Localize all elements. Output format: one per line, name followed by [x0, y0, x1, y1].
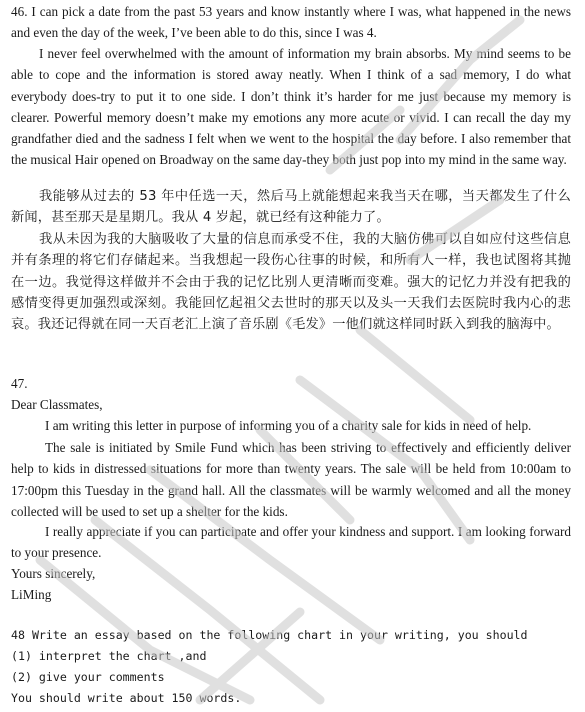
q46-chinese-paragraph-1: 我能够从过去的 53 年中任选一天，然后马上就能想起来我当天在哪，当天都发生了什么新闻，甚至那天是星期几。我从 4 岁起，就已经有这种能力了。	[11, 189, 571, 226]
letter-closing: Yours sincerely,	[11, 566, 96, 581]
letter-paragraph-2: The sale is initiated by Smile Fund which has been striving to effectively and efficiently deliver help to kids in distressed situations for more than twenty years. The sale will be held from 10:00am to 17:00pm this Tuesday in the grand hall. All the classmates will be warmly welcomed and all the money collected will be used to set up a shelter for the kids.	[11, 440, 571, 519]
letter-salutation: Dear Classmates,	[11, 397, 103, 412]
letter-paragraph-3: I really appreciate if you can participate and offer your kindness and support. I am looking forward to your presence.	[11, 524, 571, 561]
q46-english-paragraph-2: I never feel overwhelmed with the amount of information my brain absorbs. My mind seems to be able to cope and the information is stored away neatly. When I think of a sad memory, I do what everybody does-try to put it to one side. I don’t think it’s harder for me just because my memory is clearer. Powerful memory doesn’t make my emotions any more acute or vivid. I can recall the day my grandfather died and the sadness I felt when we went to the hospital the day before. I also remember that the musical Hair opened on Broadway on the same day-they both just pop into my mind in the same way.	[11, 46, 571, 168]
q48-instruction-line-4: You should write about 150 words.	[11, 691, 242, 705]
q48-instruction-line-3: (2) give your comments	[11, 670, 165, 684]
q46-english-paragraph-1: 46. I can pick a date from the past 53 years and know instantly where I was, what happened in the news and even the day of the week, I’ve been able to do this, since I was 4.	[11, 4, 571, 41]
q47-number: 47.	[11, 376, 28, 391]
letter-paragraph-1: I am writing this letter in purpose of informing you of a charity sale for kids in need of help.	[45, 418, 532, 433]
q48-instruction-line-2: (1) interpret the chart ,and	[11, 649, 207, 663]
letter-signature: LiMing	[11, 587, 52, 602]
q46-chinese-paragraph-2: 我从未因为我的大脑吸收了大量的信息而承受不住，我的大脑仿佛可以自如应付这些信息并有条理的将它们存储起来。当我想起一段伤心往事的时候，和所有人一样，我也试图将其抛在一边。我觉得这样做并不会由于我的记忆比别人更清晰而变难。强大的记忆力并没有把我的感情变得更加强烈或深刻。我能回忆起祖父去世时的那天以及头一天我们去医院时我内心的悲哀。我还记得就在同一天百老汇上演了音乐剧《毛发》一他们就这样同时跃入到我的脑海中。	[11, 232, 571, 333]
q48-instruction-line-1: 48 Write an essay based on the following chart in your writing, you should	[11, 628, 528, 642]
